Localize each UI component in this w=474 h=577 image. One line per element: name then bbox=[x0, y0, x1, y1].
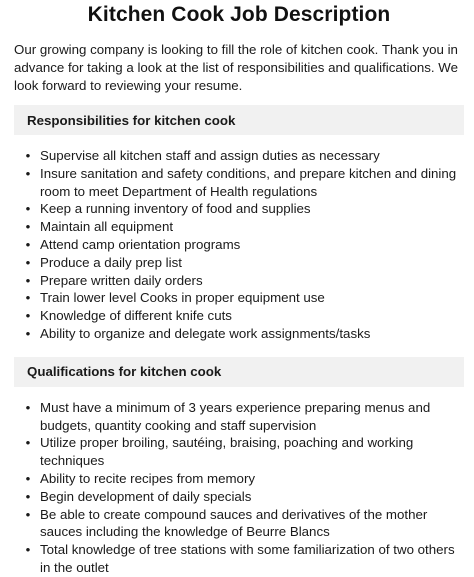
bullet-icon: • bbox=[25, 201, 31, 217]
bullet-icon: • bbox=[25, 542, 31, 558]
list-item bbox=[14, 307, 464, 325]
bullet-icon: • bbox=[25, 236, 31, 252]
list-item-text: Be able to create compound sauces and derivatives of the mother sauces including the knowledge of Beurre Blancs bbox=[40, 506, 428, 540]
bullet-icon: • bbox=[25, 290, 31, 306]
list-item bbox=[14, 325, 464, 343]
list-item-text: Attend camp orientation programs bbox=[40, 236, 241, 252]
list-item-text: Must have a minimum of 3 years experience preparing menus and budgets, quantity cooking and staff supervision bbox=[40, 399, 431, 433]
bullet-icon: • bbox=[25, 219, 31, 235]
list-item bbox=[14, 541, 464, 577]
bullet-icon: • bbox=[25, 165, 31, 181]
qualifications-heading: Qualifications for kitchen cook bbox=[14, 357, 464, 387]
list-item-text: Supervise all kitchen staff and assign duties as necessary bbox=[40, 148, 380, 163]
list-item-text: Maintain all equipment bbox=[40, 219, 174, 235]
list-item bbox=[14, 470, 464, 488]
list-item bbox=[14, 200, 464, 218]
bullet-icon: • bbox=[25, 435, 31, 451]
list-item bbox=[14, 165, 464, 201]
bullet-icon: • bbox=[25, 254, 31, 270]
bullet-icon: • bbox=[25, 399, 31, 415]
list-item bbox=[14, 399, 464, 435]
list-item-text: Train lower level Cooks in proper equipment use bbox=[40, 290, 325, 306]
list-item-text: Ability to organize and delegate work assignments/tasks bbox=[40, 325, 371, 341]
responsibilities-heading: Responsibilities for kitchen cook bbox=[14, 105, 464, 135]
list-item-text: Produce a daily prep list bbox=[40, 254, 182, 270]
qualifications-section bbox=[14, 357, 464, 577]
responsibilities-section bbox=[14, 105, 464, 343]
list-item bbox=[14, 147, 464, 165]
bullet-icon: • bbox=[25, 308, 31, 324]
qualifications-list bbox=[14, 399, 464, 577]
bullet-icon: • bbox=[25, 272, 31, 288]
list-item bbox=[14, 506, 464, 542]
list-item-text: Knowledge of different knife cuts bbox=[40, 308, 232, 324]
list-item bbox=[14, 236, 464, 254]
list-item bbox=[14, 218, 464, 236]
list-item bbox=[14, 254, 464, 272]
bullet-icon: • bbox=[25, 470, 31, 486]
list-item-text: Total knowledge of tree stations with some familiarization of two others in the outlet bbox=[40, 542, 455, 575]
bullet-icon: • bbox=[25, 148, 31, 163]
bullet-icon: • bbox=[25, 488, 31, 504]
list-item-text: Prepare written daily orders bbox=[40, 272, 203, 288]
list-item bbox=[14, 272, 464, 290]
list-item-text: Begin development of daily specials bbox=[40, 488, 252, 504]
list-item-text: Keep a running inventory of food and supplies bbox=[40, 201, 311, 217]
bullet-icon: • bbox=[25, 325, 31, 341]
list-item-text: Ability to recite recipes from memory bbox=[40, 470, 256, 486]
responsibilities-list bbox=[14, 147, 464, 343]
list-item-text: Utilize proper broiling, sautéing, braising, poaching and working techniques bbox=[40, 435, 414, 469]
list-item bbox=[14, 289, 464, 307]
intro-paragraph: Our growing company is looking to fill the role of kitchen cook. Thank you in advance for taking a look at the list of responsibilities and qualifications. We look forward to reviewing your resume. bbox=[14, 42, 458, 93]
list-item bbox=[14, 488, 464, 506]
list-item-text: Insure sanitation and safety conditions, and prepare kitchen and dining room to meet Department of Health regulations bbox=[40, 165, 457, 199]
page-title: Kitchen Cook Job Description bbox=[87, 3, 391, 26]
bullet-icon: • bbox=[25, 506, 31, 522]
list-item bbox=[14, 434, 464, 470]
